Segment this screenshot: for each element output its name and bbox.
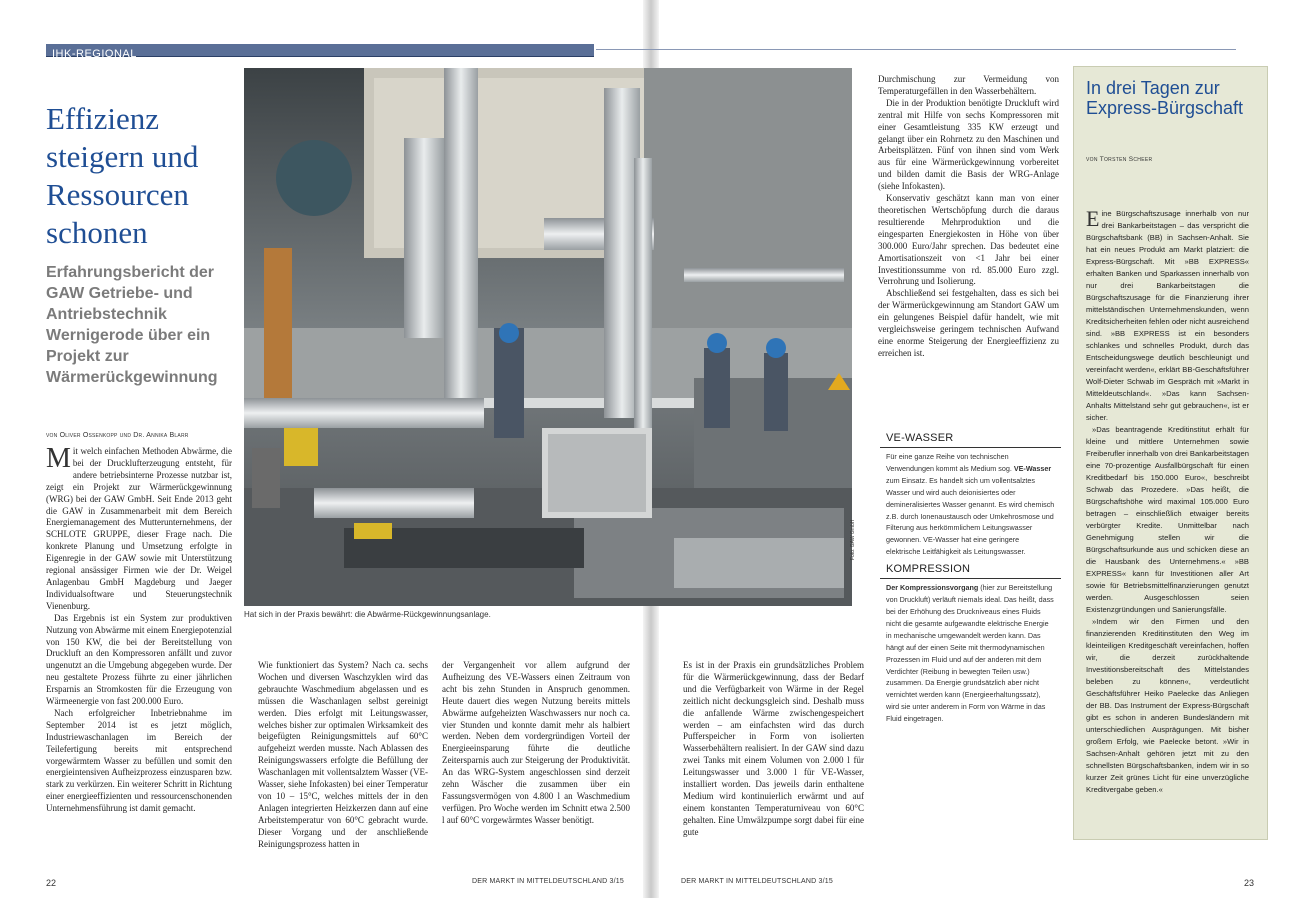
publication-footer-right: DER MARKT IN MITTELDEUTSCHLAND 3/15 [681,878,833,885]
info-text-kompression: Der Kompressionsvorgang (hier zur Bereitstellung von Druckluft) verläuft niemals ideal. Das heißt, dass bei der Erhöhung des Druckniveaus eines Fluids nicht die gesamte aufgewandte elektrische Energie in mechanische umgewandelt werden kann. Das hängt auf der einen Seite mit thermodynamischen Prozessen im Fluid und auf der anderen mit dem Verdichter (Reibung in bewegten Teilen usw.) zusammen. Da Energie grundsätzlich aber nicht vernichtet werden kann (Energieerhaltungssatz), wird sie unter anderem in Form von Wärme in das Fluid eingetragen. [886,583,1054,724]
drop-cap: M [46,443,71,474]
info-title-kompression: KOMPRESSION [880,561,1061,579]
article-column-4 [683,660,864,839]
photo-caption: Hat sich in der Praxis bewährt: die Abwärme-Rückgewinnungsanlage. [244,610,491,619]
paragraph: Mit welch einfachen Methoden Abwärme, die bei der Drucklufterzeugung entsteht, für andere betriebsinterne Prozesse nutzbar ist, zeigt ein Projekt zur Wärmerückgewinnung (WRG) bei der GAW GmbH. Seit Ende 2013 geht die GAW in Zusammenarbeit mit dem Bereich Energiemanagement des Mutterunternehmens, der SCHLOTE GRUPPE, dieser Frage nach. Die konkrete Planung und Umsetzung erfolgte in Eigenregie in der GAW sowie mit Unterstützung regional ansässiger Firmen wie der Dr. Weigel Anlagenbau GmbH Magdeburg und Jaeger Individualsoftware und Steuerungstechnik Vienenburg. [46,443,232,611]
sidebar-byline: von Torsten Scheer [1086,156,1153,163]
paragraph: Eine Bürgschaftszusage innerhalb von nur drei Bankarbeitstagen – das verspricht die Bürgschaftsbank (BB) in Sachsen-Anhalt. Sie hat ein neues Produkt am Markt platziert: die Express-Bürgschaft. Mit »BB EXPRESS« erhalten Banken und Sparkassen innerhalb von nur drei Bankarbeitstagen die Bürgschaftszusage für die Finanzierung ihrer mittelständischen Unternehmenskunden, wenn Kreditsicherheiten fehlen oder nicht ausreichend sind. »BB EXPRESS ist ein besonders schlankes und schnelles Produkt, durch das Entscheidungswege deutlich beschleunigt und vereinfacht werden«, erklärt BB-Geschäftsführer Wolf-Dieter Schwab im Gespräch mit »Markt in Mitteldeutschland«. »Das kann Sachsen-Anhalts Mittelstand sehr gut gebrauchen«, ist er sicher. [1086,206,1249,422]
photo-credit: Foto: GAW GmbH [850,519,856,560]
paragraph: »Das beantragende Kreditinstitut erhält für kleine und mittlere Unternehmen sowie Freiberufler innerhalb von drei Bankarbeitstagen eine 70-prozentige Ausfallbürgschaft für einen Kreditbedarf bis 150.000 Euro«, beschreibt Schwab das Prozedere. »Das heißt, die Bürgschaftshöhe wird maximal 105.000 Euro betragen – einschließlich etwaiger bereits verbürgter Kredite. Unmittelbar nach Genehmigung stellen wir die Bürgschaftsurkunde aus und schicken diese an die Hausbank des Unternehmens.« »BB EXPRESS« kann für Investitionen aller Art sowie für Betriebsmittelfinanzierungen genutzt werden. Ausgeschlossen seien Existenzgründungen und Sanierungsfälle. [1086,425,1249,614]
article-column-3 [442,660,630,827]
paragraph: Das Ergebnis ist ein System zur produktiven Nutzung von Abwärme mit einem Energiepotenzial von 150 KW, die bei der Bereitstellung von Druckluft an den Kompressoren anfällt und zuvor ungenutzt an die Umgebung abgegeben wurde. Der neu gestaltete Prozess führte zu einer jährlichen Ersparnis an Stromkosten für die Erzeugung von Wärmeenergie von fast 200.000 Euro. [46,612,232,707]
section-label: IHK-REGIONAL [52,48,137,60]
info-title-ve-wasser: VE-WASSER [880,430,1061,448]
paragraph: Nach erfolgreicher Inbetriebnahme im September 2014 ist es jetzt möglich, Industriewaschanlagen im Bereich der Teilefertigung bereits mit entsprechend vorgewärmtem Wasser zu befüllen und somit den energieintensiven Aufheizprozess einzusparen bzw. stark zu verkürzen. Ein weiterer Schritt in Richtung einer energieeffizienten und ressourcenschonenden Unternehmensführung ist damit gemacht. [46,707,232,814]
machinery-photo [244,68,852,606]
paragraph: Es ist in der Praxis ein grundsätzliches Problem für die Wärmerückgewinnung, dass der Bedarf und die Verfügbarkeit von Wärme in der Regel zeitlich nicht deckungsgleich sind. Deshalb muss die anfallende Wärme zwischengespeichert werden – am einfachsten wird das durch Pufferspeicher in Form von isolierten Wasserbehältern realisiert. In der GAW sind dazu zwei Tanks mit einem Volumen von 2.000 l für Leitungswasser und 3.000 l für VE-Wasser, installiert worden. Das jeweils darin enthaltene Medium wird kontinuierlich erwärmt und auf einem konstanten Temperaturniveau von 60°C gehalten. Eine Umwälzpumpe sorgt dabei für eine gute [683,660,864,837]
publication-footer-left: DER MARKT IN MITTELDEUTSCHLAND 3/15 [472,878,624,885]
section-label-bar [46,44,594,60]
heat-recovery-plant-image [244,68,852,606]
page-number-left: 22 [46,878,57,888]
sidebar-headline: In drei Tagen zur Express-Bürgschaft [1086,78,1244,118]
article-column-1 [46,443,232,815]
article-headline: Effizienz steigern und Ressourcen schonen [46,101,199,250]
article-subhead: Erfahrungsbericht der GAW Getriebe- und Antriebstechnik Wernigerode über ein Projekt zur Wärmerückgewinnung [46,264,218,386]
paragraph: Wie funktioniert das System? Nach ca. sechs Wochen und diversen Waschzyklen wird das gebrauchte Waschmedium abgelassen und es müssen die Waschanlagen selbst gereinigt werden. Dies erfolgt mit Leitungswasser, welches bisher zur optimalen Wirksamkeit des beigefügten Reinigungsmittels auf 60°C aufgeheizt werden musste. Nach Ablassen des Reinigungswassers erfolgte die Befüllung der Waschanlagen mit vollentsalztem Wasser (VE-Wasser, siehe Infokasten) bei einer Temperatur von 10 – 15°C, welches mittels der in den Anlagen integrierten Heizkerzen dann auf eine Arbeitstemperatur von 60°C gebracht wurde. Dieser Vorgang und der anschließende Reinigungsprozess hatten in [258,660,428,849]
article-column-2 [258,660,428,851]
paragraph: Die in der Produktion benötigte Druckluft wird zentral mit Hilfe von sechs Kompressoren mit einer Gesamtleistung 335 KW erzeugt und gelangt über ein Rohrnetz zu den Maschinen und Arbeitsplätzen. Fünf von ihnen sind vom Werk aus für eine Wärmerückgewinnung vorbereitet und bilden damit die Basis der WRG-Anlage (siehe Infokasten). [878,97,1059,192]
sidebar-text [1086,208,1249,796]
section-rule [596,49,1236,50]
paragraph: der Vergangenheit vor allem aufgrund der Aufheizung des VE-Wassers einen Zeitraum von acht bis zehn Stunden in Anspruch genommen. Heute dauert dies wegen Nutzung bereits mittels Abwärme aufgeheizten Waschwassers nur noch ca. vier Stunden und konnte damit mehr als halbiert werden. Neben dem vordergründigen Vorteil der Energieeinsparung führte die deutliche Zeitersparnis auch zur Steigerung der Produktivität. An das WRG-System angeschlossen sind derzeit zehn Wäscher die zusammen über ein Fassungsvermögen von 4.800 l an Waschmedium verfügen. Pro Woche werden im Schnitt etwa 2.500 l auf 60°C vorgewärmtes Wasser benötigt. [442,660,630,825]
article-byline: von Oliver Ossenkopp und Dr. Annika Blarr [46,432,189,439]
info-text-ve-wasser: Für eine ganze Reihe von technischen Verwendungen kommt als Medium sog. VE-Wasser zum Einsatz. Es handelt sich um vollentsalztes Wasser und wird auch deionisiertes oder demineralisiertes Wasser genannt. Es wird chemisch z.B. durch Ionenaustausch oder Umkehrosmose und Filterung aus herkömmlichem Leitungswasser gewonnen. VE-Wasser hat eine geringere elektrische Leitfähigkeit als Leitungswasser. [886,452,1055,557]
drop-cap: E [1086,206,1100,231]
article-column-5 [878,74,1059,360]
page-number-right: 23 [1244,878,1255,888]
paragraph: Durchmischung zur Vermeidung von Temperaturgefällen in den Wasserbehältern. [878,74,1059,96]
paragraph: »Indem wir den Firmen und den finanzierenden Kreditinstituten den Weg im kleinteiligen Kreditgeschäft vereinfachen, hoffen wir, die derzeit zurückhaltende Investitionsbereitschaft des Mittelstandes beleben zu können«, verdeutlicht Geschäftsführer Heiko Paelecke das Anliegen der BB. Das Instrument der Express-Bürgschaft gibt es schon in anderen Bundesländern mit unterschiedlichen Ausprägungen. Mit bisher großem Erfolg, wie Paelecke betont. »Wir in Sachsen-Anhalt gehören jetzt mit zu den schnellsten Bürgschaftsbanken, indem wir in so kurzer Zeit grünes Licht für eine unverzügliche Kreditvergabe geben.« [1086,617,1249,794]
paragraph: Abschließend sei festgehalten, dass es sich bei der Wärmerückgewinnung am Standort GAW um ein gelungenes Beispiel dafür handelt, wie mit vergleichsweise geringem technischen Aufwand eine enorme Steigerung der Energieeffizienz zu erreichen ist. [878,288,1059,358]
paragraph: Konservativ geschätzt kann man von einer theoretischen Wertschöpfung durch die daraus resultierende Mehrproduktion und die eingesparten Energiekosten in Höhe von über 300.000 Euro/Jahr sprechen. Das bedeutet eine Amortisationszeit von <1 Jahr bei einer Investitionssumme von rd. 85.000 Euro zzgl. Verrohrung und Isolierung. [878,193,1059,287]
info-box [880,430,1061,854]
